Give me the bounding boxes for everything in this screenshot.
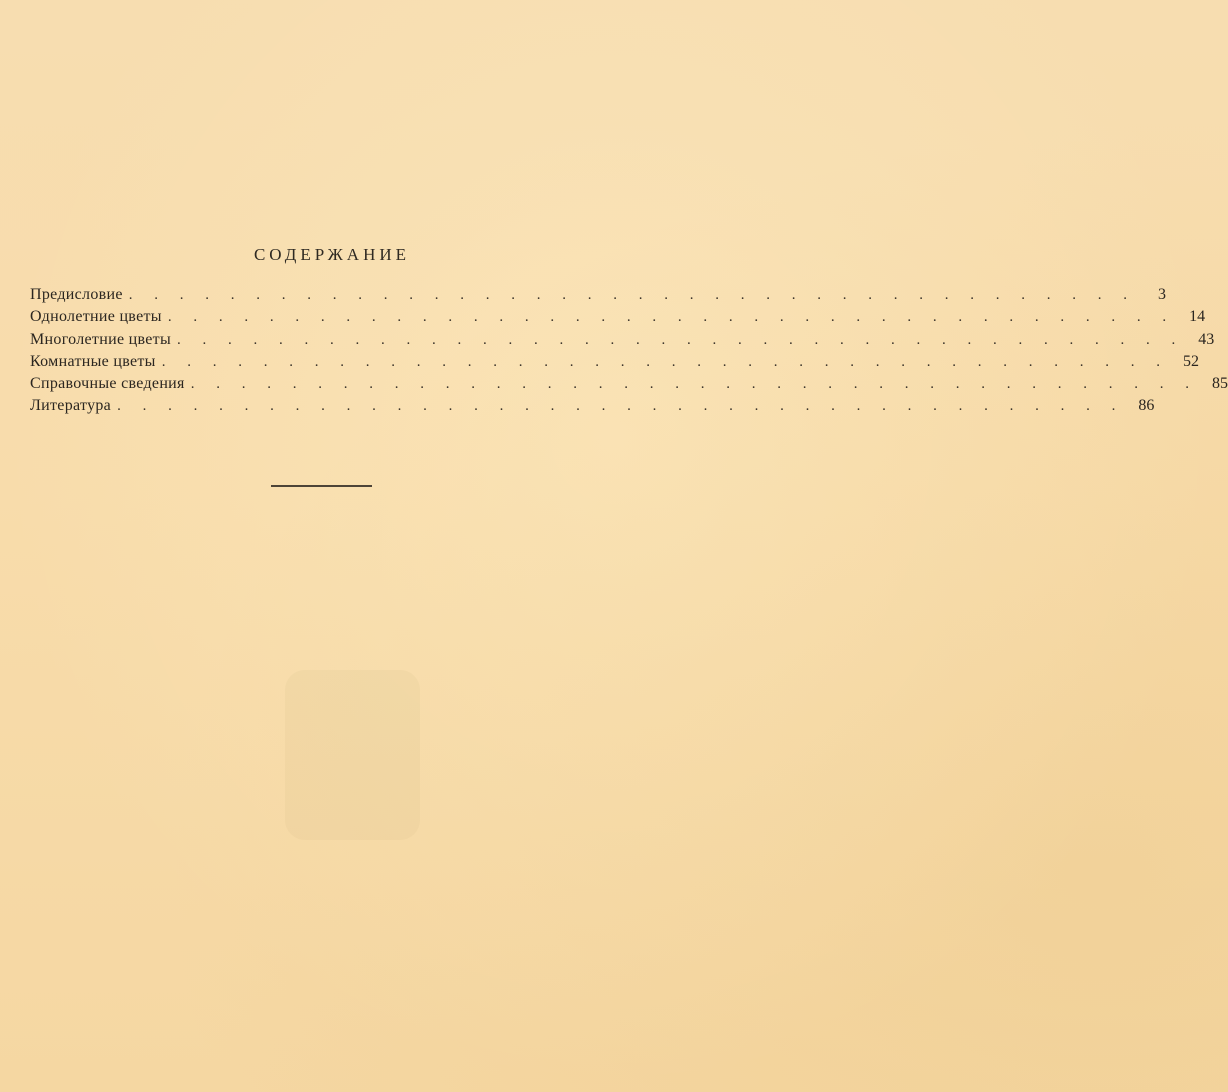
- toc-entry: [30, 329, 1215, 351]
- toc-leader-dots: . . . . . . . . . . . . . . . . . . . . . . . . . . . . . . . . . . . . . . . .: [128, 287, 1137, 303]
- toc-entry-page: 86: [1138, 397, 1155, 415]
- toc-entry-title: Многолетние цветы: [30, 330, 172, 348]
- contents-heading: СОДЕРЖАНИЕ: [253, 245, 411, 264]
- toc-leader-dots: . . . . . . . . . . . . . . . . . . . . . . . . . . . . . . . . . . . . . . . .: [161, 353, 1169, 370]
- toc-entry-title: Предисловие: [30, 286, 123, 303]
- toc-entry: [30, 351, 1199, 373]
- toc-entry-page: 14: [1189, 308, 1206, 326]
- table-of-contents: [30, 284, 1228, 418]
- toc-leader-dots: . . . . . . . . . . . . . . . . . . . . . . . . . . . . . . . . . . . . . . . .: [117, 398, 1125, 415]
- toc-entry: [30, 306, 1206, 328]
- toc-entry-page: 85: [1211, 375, 1228, 393]
- toc-leader-dots: . . . . . . . . . . . . . . . . . . . . . . . . . . . . . . . . . . . . . . . .: [177, 331, 1185, 348]
- toc-entry-title: Комнатные цветы: [30, 352, 156, 370]
- toc-entry: [30, 395, 1155, 417]
- toc-leader-dots: . . . . . . . . . . . . . . . . . . . . . . . . . . . . . . . . . . . . . . . .: [167, 309, 1176, 326]
- toc-entry-title: Литература: [30, 397, 112, 415]
- toc-entry-page: 52: [1182, 352, 1199, 370]
- toc-entry-title: Справочные сведения: [30, 375, 185, 393]
- paper-stain: [285, 670, 420, 840]
- toc-entry-page: 43: [1198, 330, 1215, 348]
- toc-entry-page: 3: [1158, 286, 1167, 303]
- toc-entry: [30, 373, 1228, 395]
- toc-entry: [30, 284, 1167, 306]
- toc-leader-dots: . . . . . . . . . . . . . . . . . . . . . . . . . . . . . . . . . . . . . . . .: [190, 376, 1198, 393]
- closing-rule: [271, 485, 372, 487]
- toc-entry-title: Однолетние цветы: [30, 308, 162, 326]
